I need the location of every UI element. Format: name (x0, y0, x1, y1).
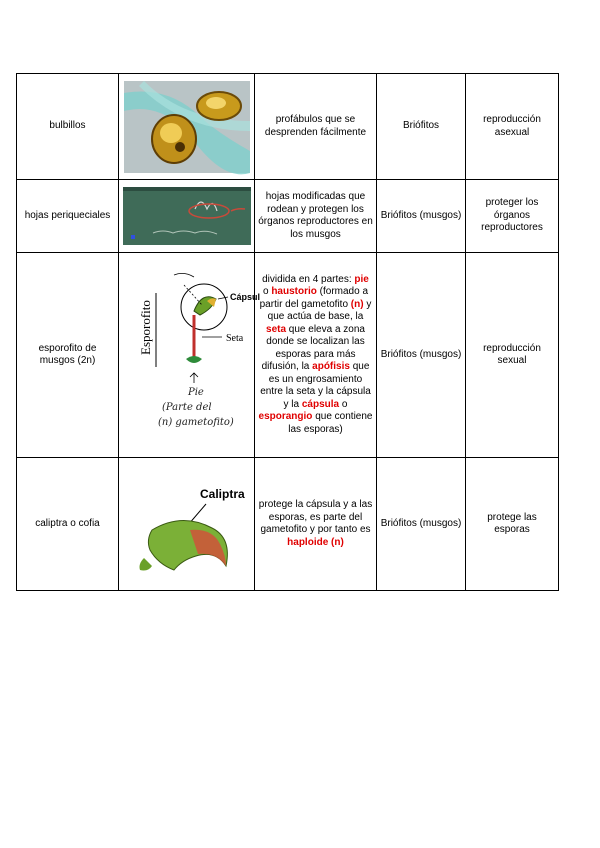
structure-name: esporofito de musgos (2n) (17, 253, 119, 458)
structure-description: dividida en 4 partes: pie o haustorio (formado a partir del gametofito (n) y que actúa de base, la seta que eleva a zona donde se localizan las esporas para más difusión, la apófisis que es un engrosamiento entre la seta y la cápsula y la cápsula o esporangio que contiene las esporas) (255, 253, 377, 458)
structure-description: protege la cápsula y a las esporas, es parte del gametofito y por tanto es haploide (n) (255, 458, 377, 591)
seta-label: Seta (226, 333, 244, 344)
handwritten-note: (n) gametofito) (158, 417, 234, 428)
structure-function: proteger los órganos reproductores (466, 180, 559, 253)
chalkboard-drawing (119, 180, 255, 253)
structure-name: bulbillos (17, 74, 119, 180)
structure-function: reproducción sexual (466, 253, 559, 458)
structure-name: caliptra o cofia (17, 458, 119, 591)
caliptra-label: Caliptra (200, 487, 245, 501)
structure-name: hojas periqueciales (17, 180, 119, 253)
table-row (17, 180, 559, 253)
structure-group: Briófitos (musgos) (377, 180, 466, 253)
structure-description: profábulos que se desprenden fácilmente (255, 74, 377, 180)
sporophyte-vertical-label: Esporofito (138, 300, 153, 355)
structure-group: Briófitos (musgos) (377, 458, 466, 591)
structure-description: hojas modificadas que rodean y protegen los órganos reproductores en los musgos (255, 180, 377, 253)
moss-structures-table (16, 73, 559, 591)
sporophyte-diagram (119, 253, 261, 458)
table-row (17, 74, 559, 180)
capsula-label: Cápsul (230, 292, 261, 302)
handwritten-note: Pie (188, 387, 204, 398)
structure-function: protege las esporas (466, 458, 559, 591)
handwritten-note: (Parte del (162, 402, 212, 413)
structure-group: Briófitos (377, 74, 466, 180)
calyptra-drawing (119, 458, 255, 591)
table-row (17, 253, 559, 458)
structure-group: Briófitos (musgos) (377, 253, 466, 458)
structure-function: reproducción asexual (466, 74, 559, 180)
table-row (17, 458, 559, 591)
bulbils-photo (119, 74, 255, 180)
